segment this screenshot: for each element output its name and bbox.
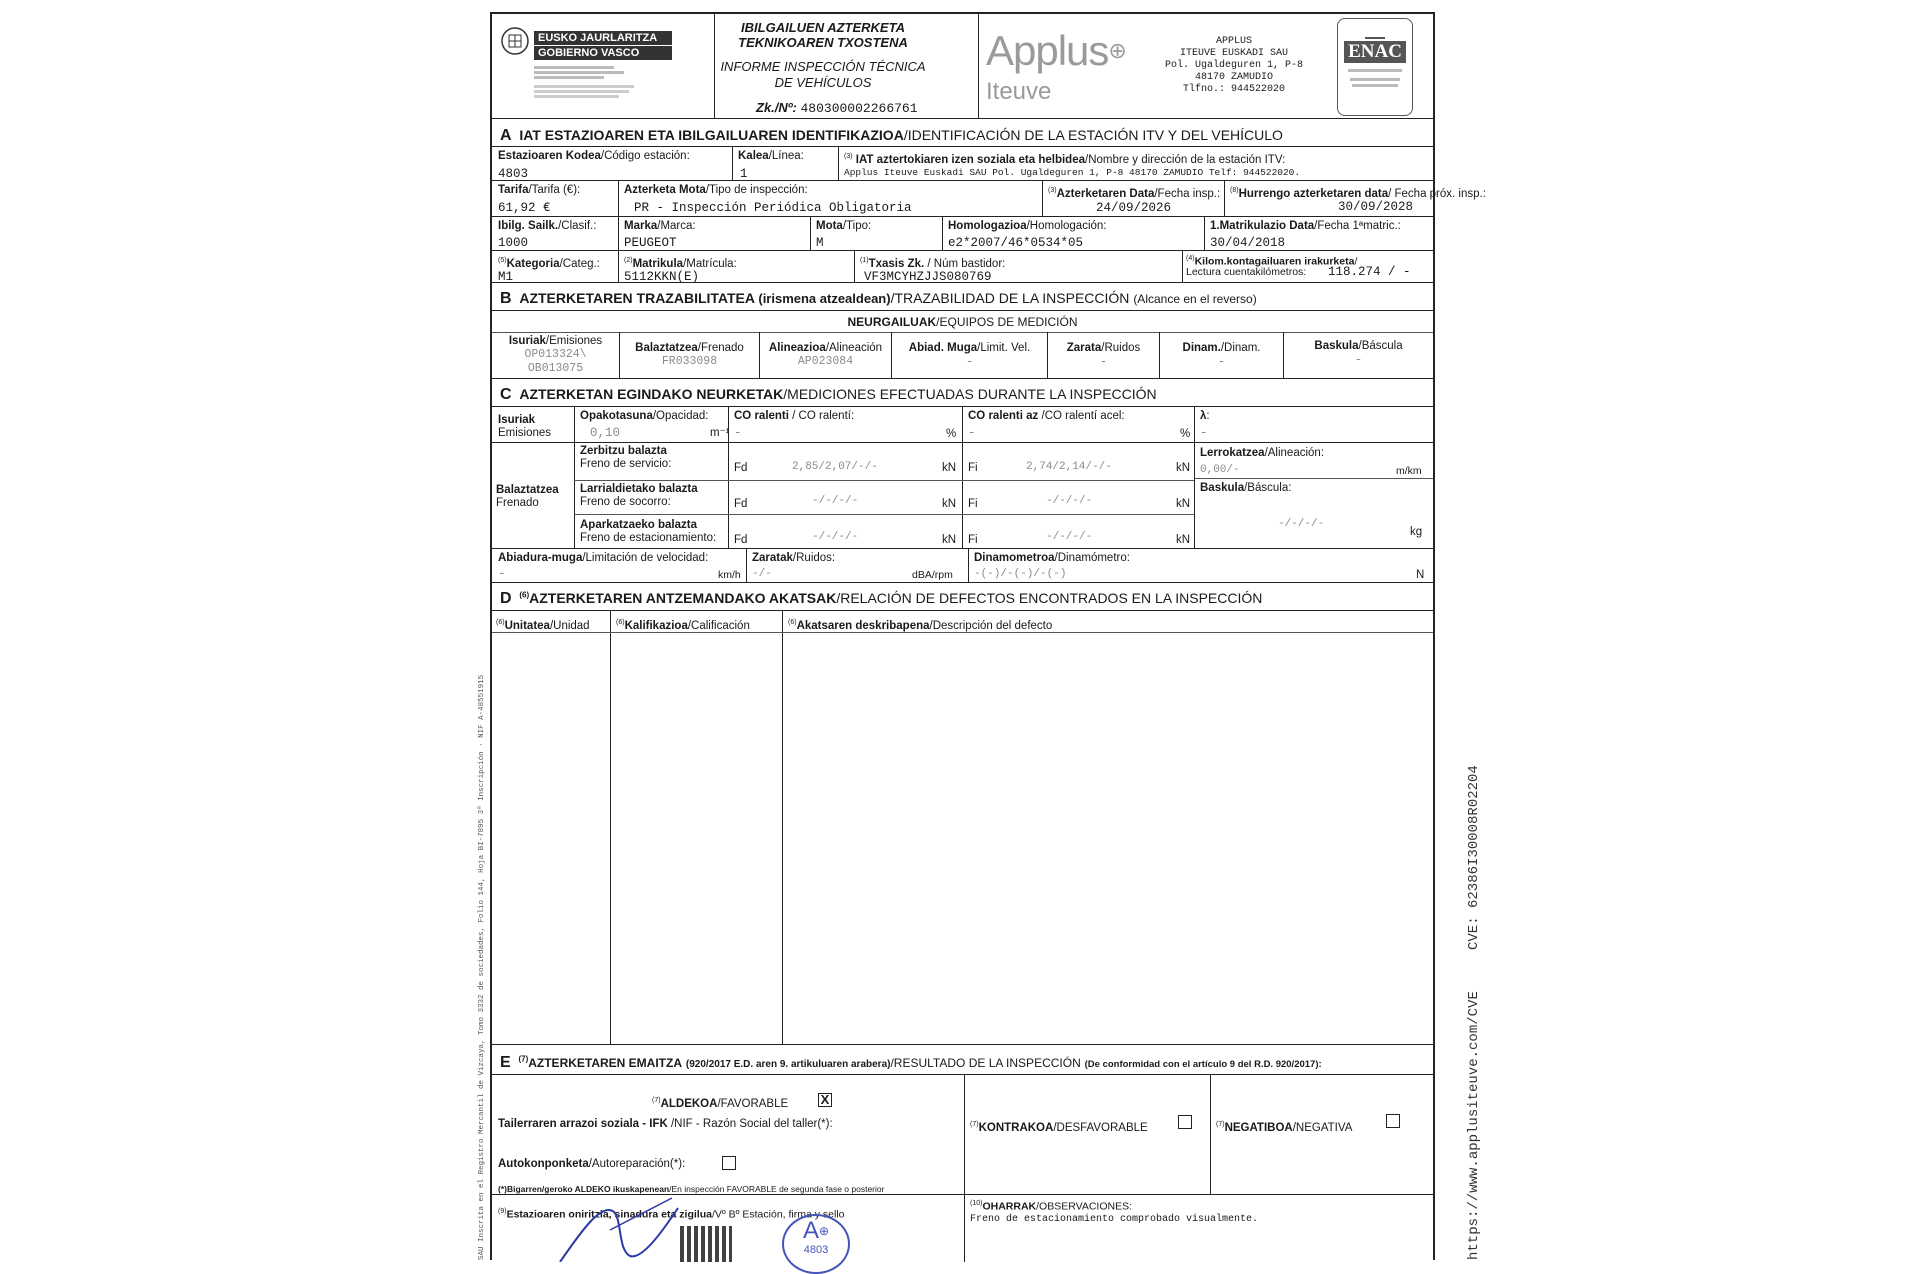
emergency-fi-unit: kN (1176, 498, 1191, 510)
company-block: APPLUS ITEUVE EUSKADI SAU Pol. Ugaldeguren 1, P-8 48170 ZAMUDIO Tlfno.: 944522020 (1164, 36, 1304, 95)
parking-fi-label: Fi (968, 534, 978, 546)
category: M1 (498, 270, 514, 284)
opacity-value: 0,10 (590, 426, 621, 440)
co-idle-value: - (734, 426, 742, 440)
qr-code (680, 1226, 732, 1262)
title-eu-1: IBILGAILUEN AZTERKETA (741, 20, 905, 35)
opacity-label: Opakotasuna/Opacidad: (580, 410, 709, 422)
gov-line2: GOBIERNO VASCO (534, 46, 672, 60)
vin: VF3MCYHZJJS080769 (864, 270, 992, 284)
cve-code: CVE: 62386I30008R02204 (1466, 765, 1482, 950)
defect-col-unit: $^{(6)}$Unitatea/Unidad (496, 619, 590, 632)
parking-fi-unit: kN (1176, 534, 1191, 546)
service-fd: 2,85/2,07/-/- (792, 461, 878, 473)
favorable-checkbox[interactable]: X (818, 1093, 832, 1107)
title-es-2: DE VEHÍCULOS (774, 75, 872, 90)
parking-brake-label: Aparkatzaeko balazta Freno de estacionamiento: (580, 519, 717, 544)
emergency-brake-label: Larrialdietako balazta Freno de socorro: (580, 483, 698, 508)
section-d-title: D $^{(6)}$AZTERKETAREN ANTZEMANDAKO AKATSAK/RELACIÓN DE DEFECTOS ENCONTRADOS EN LA INSPECCIÓN (500, 590, 1263, 607)
scale-value: -/-/-/- (1278, 518, 1325, 530)
gov-small-text (534, 64, 644, 100)
lambda-value: - (1200, 426, 1208, 440)
plate-label: $^{(2)}$Matrikula/Matrícula: (624, 257, 737, 270)
defect-col-rating: $^{(6)}$Kalifikazioa/Calificación (616, 619, 750, 632)
title-es-1: INFORME INSPECCIÓN TÉCNICA (720, 59, 926, 74)
lambda-label: λ: (1200, 410, 1210, 422)
enac-logo: ENAC (1337, 18, 1413, 116)
brand-label: Marka/Marca: (624, 220, 696, 232)
station-name-label: $^{(3)}$ IAT aztertokiaren izen soziala eta helbidea/Nombre y dirección de la estación ITV: (844, 153, 1286, 166)
category-label: $^{(5)}$Kategoria/Categ.: (498, 257, 600, 270)
favorable-footnote: (*)Bigarren/geroko ALDEKO ikuskapenean/En inspección FAVORABLE de segunda fase o posterior (498, 1184, 885, 1194)
co-idle-label: CO ralenti / CO ralentí: (734, 410, 855, 422)
report-number: Zk./Nº: 480300002266761 (756, 100, 918, 116)
noise-label: Zaratak/Ruidos: (752, 552, 836, 564)
alignment-unit: m/km (1396, 465, 1422, 477)
emergency-fi-label: Fi (968, 498, 978, 510)
service-fi-unit: kN (1176, 462, 1191, 474)
type-label: Mota/Tipo: (816, 220, 872, 232)
km-label-2: Lectura cuentakilómetros: (1186, 266, 1307, 278)
dyn-value: -(-)/-(-)/-(-) (974, 568, 1067, 580)
service-fi: 2,74/2,14/-/- (1026, 461, 1112, 473)
co-idle-unit: % (946, 428, 957, 440)
co-acc-unit: % (1180, 428, 1191, 440)
first-reg-label: 1.Matrikulazio Data/Fecha 1ªmatric.: (1210, 220, 1401, 232)
parking-fi: -/-/-/- (1046, 531, 1093, 543)
line-value: 1 (740, 167, 748, 181)
homol-label: Homologazioa/Homologación: (948, 220, 1107, 232)
insp-type: PR - Inspección Periódica Obligatoria (634, 201, 912, 215)
emergency-fi: -/-/-/- (1046, 495, 1093, 507)
vin-label: $^{(1)}$Txasis Zk. / Núm bastidor: (860, 257, 1006, 270)
equip-noise: Zarata/Ruidos - (1048, 332, 1160, 378)
noise-value: -/- (752, 568, 772, 580)
gov-line1: EUSKO JAURLARITZA (534, 31, 672, 45)
type: M (816, 236, 824, 250)
dyn-unit: N (1416, 569, 1425, 581)
plate: 5112KKN(E) (624, 270, 700, 284)
equip-speed-limit: Abiad. Muga/Limit. Vel. - (892, 332, 1048, 378)
signature (552, 1190, 692, 1262)
line-label: Kalea/Línea: (738, 150, 804, 162)
emergency-fd-label: Fd (734, 498, 748, 510)
co-acc-label: CO ralenti az /CO ralentí acel: (968, 410, 1125, 422)
equip-brakes: Balaztatzea/Frenado FR033098 (620, 332, 760, 378)
favorable-label: $^{(7)}$ALDEKOA/FAVORABLE (652, 1097, 789, 1110)
km-label: $^{(4)}$Kilom.kontagailuaren irakurketa/ (1186, 255, 1358, 268)
negative-checkbox[interactable] (1386, 1114, 1400, 1128)
unfavorable-checkbox[interactable] (1178, 1115, 1192, 1129)
braking-label: Balaztatzea Frenado (496, 484, 559, 509)
verification-url[interactable]: https://www.applusiteuve.com/CVE (1466, 991, 1482, 1260)
section-c-title: C AZTERKETAN EGINDAKO NEURKETAK/MEDICIONES EFECTUADAS DURANTE LA INSPECCIÓN (500, 386, 1157, 403)
self-repair-checkbox[interactable] (722, 1156, 736, 1170)
service-fi-label: Fi (968, 462, 978, 474)
equip-scale: Baskula/Báscula - (1314, 340, 1403, 367)
gov-logo (500, 26, 530, 56)
emissions-label: Isuriak Emisiones (498, 414, 552, 439)
opacity-unit: m⁻¹ (710, 427, 730, 439)
station-name: Applus Iteuve Euskadi SAU Pol. Ugaldeguren 1, P-8 48170 ZAMUDIO Telf: 944522020. (844, 167, 1301, 178)
next-date-label: $^{(8)}$Hurrengo azterketaren data/ Fecha próx. insp.: (1230, 187, 1486, 200)
emergency-fd-unit: kN (942, 498, 957, 510)
speed-limit-unit: km/h (718, 569, 741, 581)
equipment-row (492, 332, 1433, 378)
scale-label: Baskula/Báscula: (1200, 482, 1292, 494)
defect-col-description: $^{(6)}$Akatsaren deskribapena/Descripción del defecto (788, 619, 1053, 632)
homol: e2*2007/46*0534*05 (948, 236, 1084, 250)
self-repair-label: Autokonponketa/Autoreparación(*): (498, 1158, 686, 1170)
parking-fd-unit: kN (942, 534, 957, 546)
service-fd-label: Fd (734, 462, 748, 474)
section-b-title: B AZTERKETAREN TRAZABILITATEA (irismena atzealdean)/TRAZABILIDAD DE LA INSPECCIÓN (Alcance en el reverso) (500, 290, 1257, 307)
station-code: 4803 (498, 167, 529, 181)
speed-limit-value: - (498, 567, 506, 581)
co-acc-value: - (968, 426, 976, 440)
brand: PEUGEOT (624, 236, 677, 250)
title-eu-2: TEKNIKOAREN TXOSTENA (738, 35, 908, 50)
insp-type-label: Azterketa Mota/Tipo de inspección: (624, 184, 808, 196)
km: 118.274 / - (1328, 265, 1411, 279)
iteuve-logo: Iteuve (986, 78, 1052, 105)
station-stamp: A⊕ 4803 (782, 1214, 850, 1274)
equip-emissions: Isuriak/Emisiones OP013324\ OB013075 (492, 332, 620, 378)
emergency-fd: -/-/-/- (812, 495, 859, 507)
service-brake-label: Zerbitzu balazta Freno de servicio: (580, 445, 672, 470)
parking-fd-label: Fd (734, 534, 748, 546)
station-code-label: Estazioaren Kodea/Código estación: (498, 150, 690, 162)
workshop-label: Tailerraren arrazoi soziala - IFK /NIF - Razón Social del taller(*): (498, 1118, 833, 1130)
unfavorable-label: $^{(7)}$KONTRAKOA/DESFAVORABLE (970, 1121, 1148, 1134)
scale-unit: kg (1410, 526, 1423, 538)
tariff: 61,92 € (498, 201, 551, 215)
observations-label: $^{(10)}$OHARRAK/OBSERVACIONES: (970, 1200, 1133, 1213)
registry-text: SAU Inscrita en el Registro Mercantil de Vizcaya, Tomo 3332 de sociedades, Folio 144, Hoja BI-7895 3ª Inscripción · NIF A-48551915 (478, 674, 486, 1260)
section-e-title: E $^{(7)}$AZTERKETAREN EMAITZA (920/2017 E.D. aren 9. artikuluaren arabera)/RESULTADO DE LA INSPECCIÓN (De conformidad con el artículo 9 del R.D. 920/2017): (500, 1054, 1322, 1071)
noise-unit: dBA/rpm (912, 569, 953, 581)
tariff-label: Tarifa/Tarifa (€): (498, 184, 581, 196)
speed-limit-label: Abiadura-muga/Limitación de velocidad: (498, 552, 709, 564)
equip-alignment: Alineazioa/Alineación AP023084 (760, 332, 892, 378)
insp-date: 24/09/2026 (1096, 201, 1172, 215)
next-date: 30/09/2028 (1338, 200, 1414, 214)
service-fd-unit: kN (942, 462, 957, 474)
section-a-title: A IAT ESTAZIOAREN ETA IBILGAILUAREN IDENTIFIKAZIOA/IDENTIFICACIÓN DE LA ESTACIÓN ITV Y DEL VEHÍCULO (500, 127, 1283, 144)
alignment-value: 0,00/- (1200, 464, 1240, 476)
equip-dynamometer: Dinam./Dinam. - (1160, 332, 1284, 378)
class-label: Ibilg. Sailk./Clasif.: (498, 220, 597, 232)
applus-logo: Applus⊕ (986, 27, 1126, 74)
insp-date-label: $^{(3)}$Azterketaren Data/Fecha insp.: (1048, 187, 1221, 200)
class: 1000 (498, 236, 529, 250)
parking-fd: -/-/-/- (812, 531, 859, 543)
signature-label: $^{(9)}$Estazioaren oniritzia, sinadura eta zigilua/Vº Bº Estación, firma y sello (498, 1208, 845, 1221)
first-reg: 30/04/2018 (1210, 236, 1286, 250)
dyn-label: Dinamometroa/Dinamómetro: (974, 552, 1130, 564)
negative-label: $^{(7)}$NEGATIBOA/NEGATIVA (1216, 1121, 1353, 1134)
observations-text: Freno de estacionamiento comprobado visualmente. (970, 1214, 1259, 1225)
alignment-label: Lerrokatzea/Alineación: (1200, 447, 1325, 459)
equipment-title: NEURGAILUAK/EQUIPOS DE MEDICIÓN (847, 315, 1078, 329)
